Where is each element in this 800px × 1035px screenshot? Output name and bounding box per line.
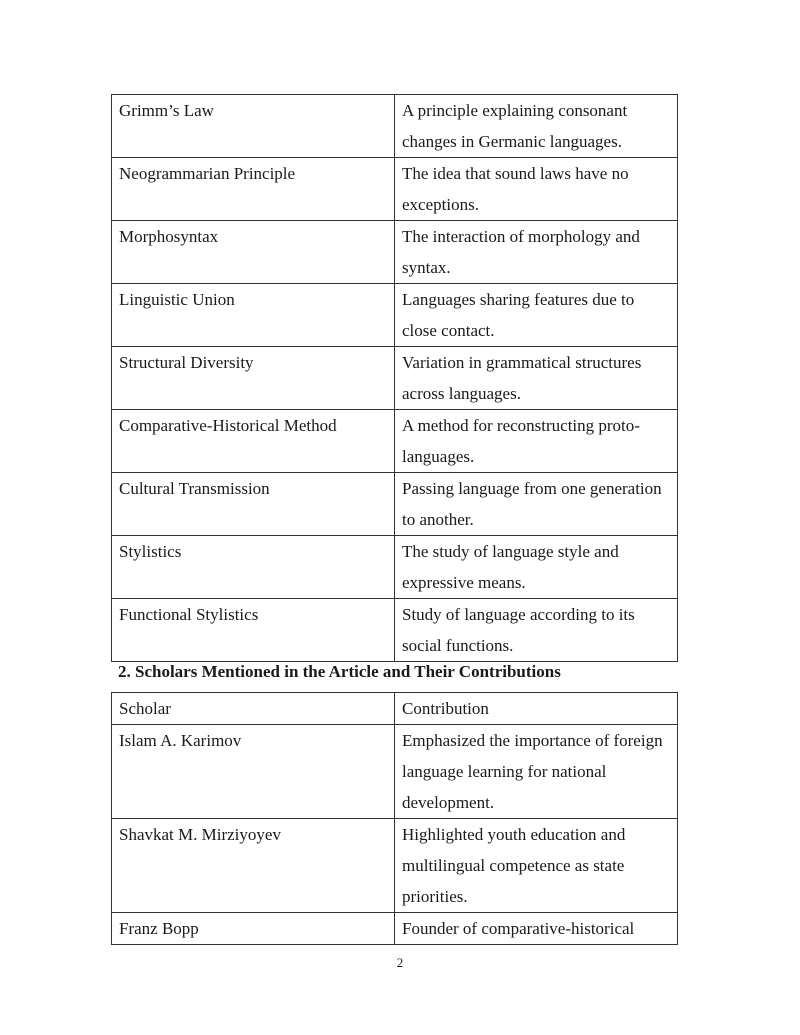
contribution-cell: Emphasized the importance of foreign language learning for national development. [395, 725, 678, 819]
definition-cell: Variation in grammatical structures across languages. [395, 347, 678, 410]
term-cell: Comparative-Historical Method [112, 410, 395, 473]
table-row [112, 725, 678, 819]
table-row [112, 536, 678, 599]
term-cell: Neogrammarian Principle [112, 158, 395, 221]
table-row [112, 410, 678, 473]
page-number: 2 [396, 955, 404, 970]
scholar-cell: Shavkat M. Mirziyoyev [112, 819, 395, 913]
contribution-cell: Highlighted youth education and multilingual competence as state priorities. [395, 819, 678, 913]
term-cell: Functional Stylistics [112, 599, 395, 662]
term-cell: Morphosyntax [112, 221, 395, 284]
table-row [112, 158, 678, 221]
definition-cell: Study of language according to its social functions. [395, 599, 678, 662]
table-row [112, 347, 678, 410]
term-cell: Grimm’s Law [112, 95, 395, 158]
term-cell: Linguistic Union [112, 284, 395, 347]
scholar-cell: Franz Bopp [112, 913, 395, 945]
table-row [112, 473, 678, 536]
scholar-cell: Islam A. Karimov [112, 725, 395, 819]
definition-cell: Passing language from one generation to another. [395, 473, 678, 536]
definition-cell: The study of language style and expressive means. [395, 536, 678, 599]
terms-table [111, 94, 678, 662]
definition-cell: A principle explaining consonant changes in Germanic languages. [395, 95, 678, 158]
table-row [112, 284, 678, 347]
definition-cell: The interaction of morphology and syntax. [395, 221, 678, 284]
definition-cell: The idea that sound laws have no exceptions. [395, 158, 678, 221]
table-row [112, 819, 678, 913]
contribution-cell: Founder of comparative-historical [395, 913, 678, 945]
table-header-row [112, 693, 678, 725]
table-row [112, 913, 678, 945]
table-row [112, 221, 678, 284]
definition-cell: Languages sharing features due to close contact. [395, 284, 678, 347]
term-cell: Cultural Transmission [112, 473, 395, 536]
scholars-table [111, 692, 678, 945]
term-cell: Stylistics [112, 536, 395, 599]
section-heading: 2. Scholars Mentioned in the Article and Their Contributions [118, 662, 561, 681]
table-row [112, 95, 678, 158]
term-cell: Structural Diversity [112, 347, 395, 410]
column-header-contribution: Contribution [395, 693, 678, 725]
table-row [112, 599, 678, 662]
column-header-scholar: Scholar [112, 693, 395, 725]
definition-cell: A method for reconstructing proto-languages. [395, 410, 678, 473]
